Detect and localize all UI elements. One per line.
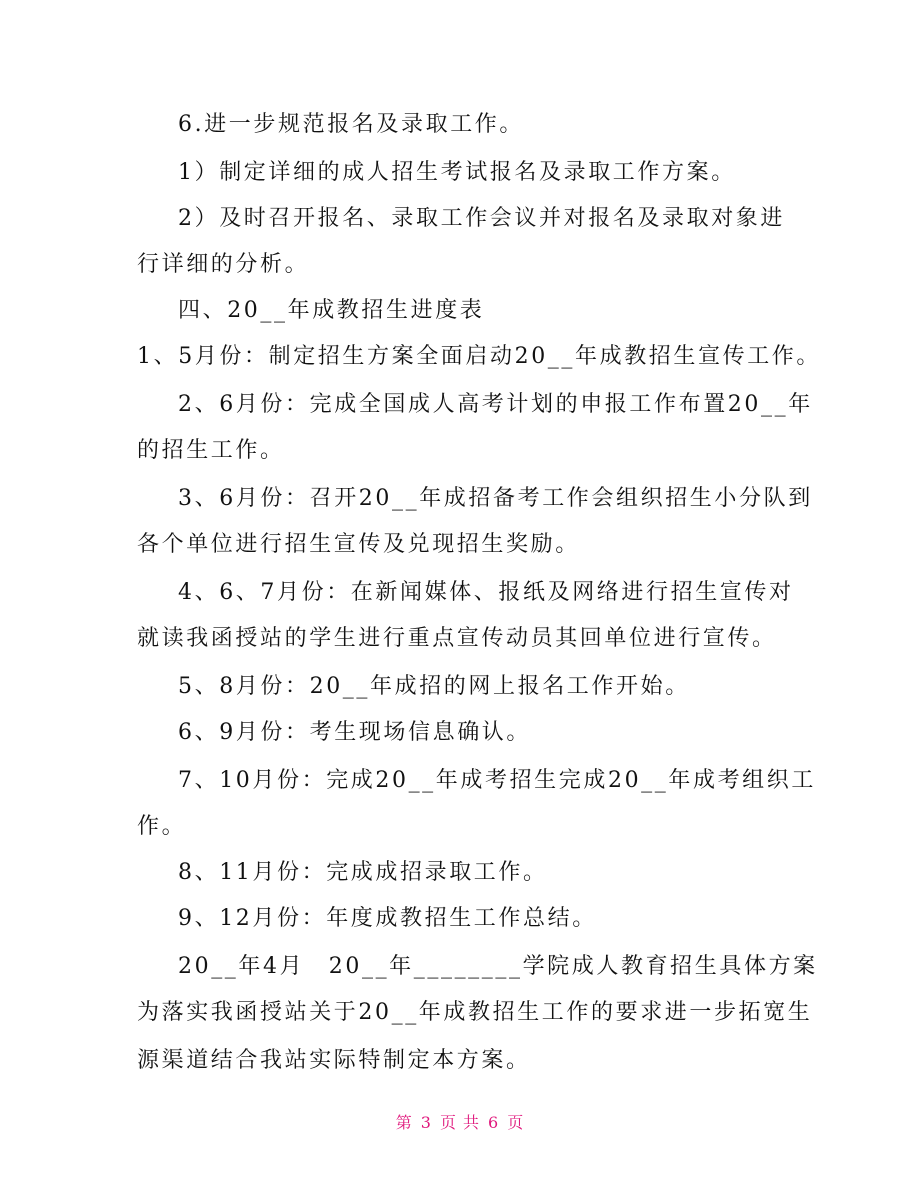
paragraph-line: 8、11月份：完成成招录取工作。 (178, 860, 548, 885)
paragraph-line: 9、12月份：年度成教招生工作总结。 (178, 906, 597, 931)
footer-current-page: 3 (420, 1113, 432, 1132)
footer-total-pages: 6 (488, 1113, 500, 1132)
paragraph-line: 源渠道结合我站实际特制定本方案。 (137, 1048, 531, 1073)
paragraph-line: 5、8月份：20__年成招的网上报名工作开始。 (178, 674, 690, 699)
paragraph-line: 的招生工作。 (137, 438, 285, 463)
paragraph-line: 2、6月份：完成全国成人高考计划的申报工作布置20__年 (178, 392, 813, 417)
paragraph-line: 3、6月份：召开20__年成招备考工作会组织招生小分队到 (178, 486, 813, 511)
footer-prefix: 第 (395, 1113, 413, 1132)
paragraph-line: 作。 (137, 814, 187, 839)
paragraph-line: 1）制定详细的成人招生考试报名及录取工作方案。 (178, 160, 736, 185)
paragraph-line: 为落实我函授站关于20__年成教招生工作的要求进一步拓宽生 (137, 1000, 813, 1025)
paragraph-line: 6、9月份：考生现场信息确认。 (178, 720, 531, 745)
paragraph-line: 20__年4月 20__年________学院成人教育招生具体方案 (178, 954, 818, 979)
paragraph-line: 就读我函授站的学生进行重点宣传动员其回单位进行宣传。 (137, 626, 777, 651)
page-number-footer (0, 1112, 920, 1134)
paragraph-line: 1、5月份：制定招生方案全面启动20__年成教招生宣传工作。 (137, 344, 821, 369)
footer-suffix: 页 (507, 1113, 525, 1132)
paragraph-line: 各个单位进行招生宣传及兑现招生奖励。 (137, 532, 580, 557)
paragraph-line: 行详细的分析。 (137, 252, 310, 277)
paragraph-line: 6.进一步规范报名及录取工作。 (178, 112, 524, 137)
paragraph-line: 2）及时召开报名、录取工作会议并对报名及录取对象进 (178, 206, 785, 231)
paragraph-line: 4、6、7月份：在新闻媒体、报纸及网络进行招生宣传对 (178, 580, 794, 605)
footer-middle: 页 共 (439, 1113, 481, 1132)
section-heading: 四、20__年成教招生进度表 (178, 298, 485, 323)
paragraph-line: 7、10月份：完成20__年成考招生完成20__年成考组织工 (178, 768, 816, 793)
